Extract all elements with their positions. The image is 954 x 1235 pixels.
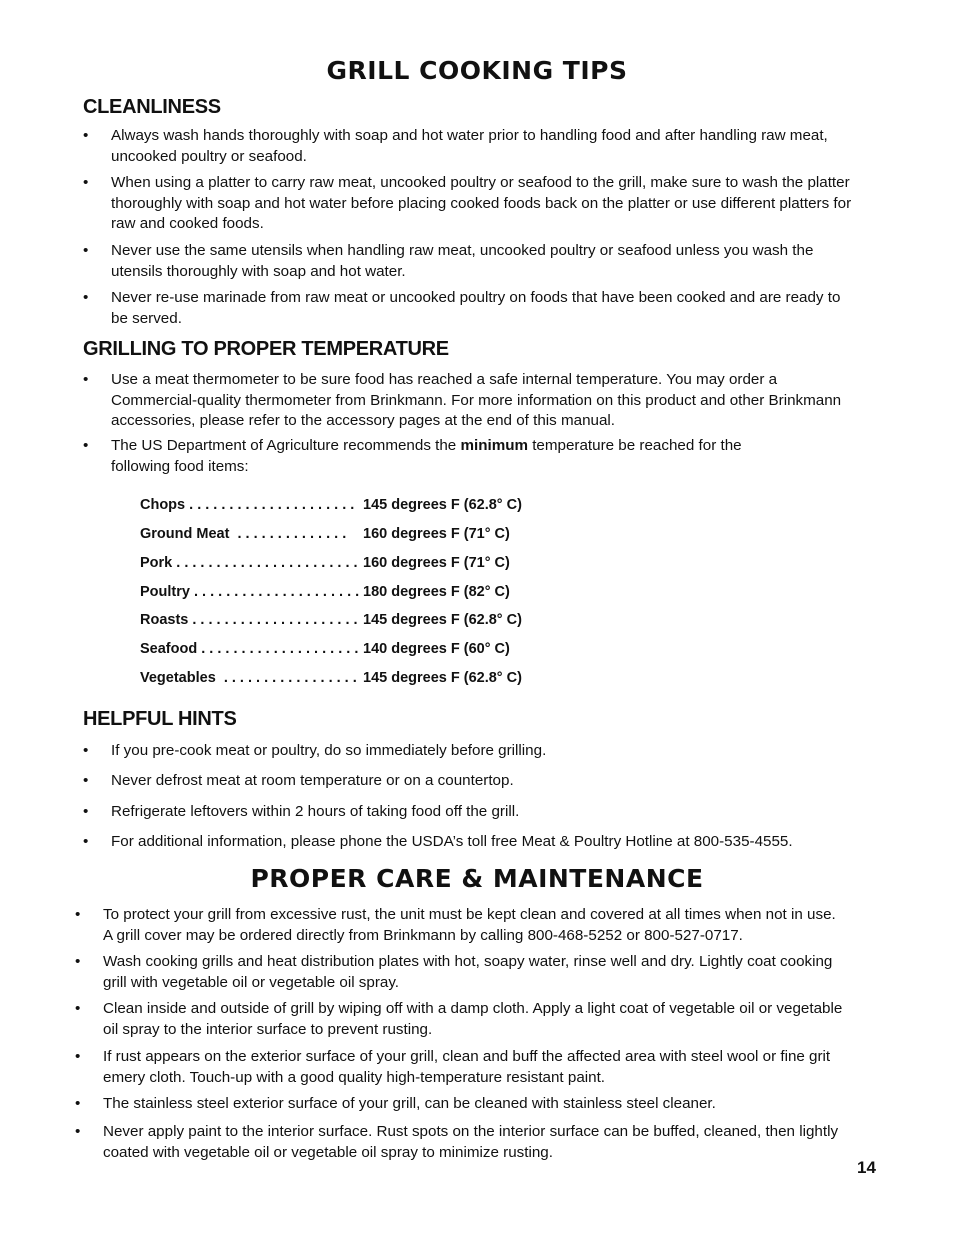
list-item: • Always wash hands thoroughly with soap and hot water prior to handling food and after handling raw meat, uncooked poultry or seafood. <box>83 127 828 165</box>
table-row: Roasts . . . . . . . . . . . . . . . . . . . . . 145 degrees F (62.8° C) <box>140 612 522 628</box>
list-item: • Wash cooking grills and heat distribution plates with hot, soapy water, rinse well and dry. Lightly coat cooking grill with vegetable oil or vegetable oil spray. <box>75 953 833 991</box>
table-row: Pork . . . . . . . . . . . . . . . . . . . . . . . 160 degrees F (71° C) <box>140 555 510 571</box>
list-item: • If rust appears on the exterior surface of your grill, clean and buff the affected area with steel wool or fine grit emery cloth. Touch-up with a good quality high-temperature resistant paint. <box>75 1048 831 1086</box>
list-item: • The US Department of Agriculture recommends the minimum temperature be reached for the following food items: <box>83 437 742 475</box>
bullet-icon: • <box>83 437 89 454</box>
bullet-icon: • <box>75 1123 81 1140</box>
bullet-icon: • <box>83 174 89 191</box>
hints-heading: HELPFUL HINTS <box>83 708 237 730</box>
bullet-icon: • <box>83 371 89 388</box>
temperature-heading: GRILLING TO PROPER TEMPERATURE <box>83 338 449 360</box>
bullet-icon: • <box>83 742 89 759</box>
bullet-icon: • <box>83 242 89 259</box>
list-item: • When using a platter to carry raw meat, uncooked poultry or seafood to the grill, make sure to wash the platter thoroughly with soap and hot water before placing cooked foods back on the platter or use different platters for raw and cooked foods. <box>83 174 852 232</box>
table-row: Seafood . . . . . . . . . . . . . . . . . . . . 140 degrees F (60° C) <box>140 641 510 657</box>
table-row: Chops . . . . . . . . . . . . . . . . . . . . . 145 degrees F (62.8° C) <box>140 497 522 513</box>
page-title: GRILL COOKING TIPS <box>326 56 628 85</box>
table-row: Vegetables . . . . . . . . . . . . . . . . . 145 degrees F (62.8° C) <box>140 670 522 686</box>
bullet-icon: • <box>75 1000 81 1017</box>
list-item: • Clean inside and outside of grill by wiping off with a damp cloth. Apply a light coat of vegetable oil or vegetable oil spray to the interior surface to prevent rusting. <box>75 1000 843 1038</box>
list-item: • The stainless steel exterior surface of your grill, can be cleaned with stainless steel cleaner. <box>103 1094 843 1115</box>
list-item: • Refrigerate leftovers within 2 hours of taking food off the grill. <box>111 802 861 823</box>
cleanliness-heading: CLEANLINESS <box>83 96 221 118</box>
bullet-icon: • <box>75 953 81 970</box>
maintenance-title: PROPER CARE & MAINTENANCE <box>250 864 704 893</box>
bullet-icon: • <box>83 289 89 306</box>
list-item: • Use a meat thermometer to be sure food has reached a safe internal temperature. You may order a Commercial-quality thermometer from Brinkmann. For more information on this product and other Brinkmann accessories, please refer to the accessory pages at the end of this manual. <box>83 371 842 429</box>
bullet-icon: • <box>83 127 89 144</box>
list-item: • Never defrost meat at room temperature or on a countertop. <box>111 771 861 792</box>
table-row: Poultry . . . . . . . . . . . . . . . . . . . . . 180 degrees F (82° C) <box>140 584 510 600</box>
bullet-icon: • <box>75 1095 81 1112</box>
page-number: 14 <box>857 1158 876 1177</box>
list-item: • Never apply paint to the interior surface. Rust spots on the interior surface can be buffed, cleaned, then lightly coated with vegetable oil or vegetable oil spray to minimize rusting. <box>75 1123 839 1161</box>
list-item: • Never re-use marinade from raw meat or uncooked poultry on foods that have been cooked and are ready to be served. <box>83 289 841 327</box>
list-item: • To protect your grill from excessive rust, the unit must be kept clean and covered at all times when not in use. A grill cover may be ordered directly from Brinkmann by calling 800-468-5252 or 800-527-0717. <box>75 906 836 944</box>
list-item: • If you pre-cook meat or poultry, do so immediately before grilling. <box>111 741 861 762</box>
bullet-icon: • <box>75 1048 81 1065</box>
list-item: • Never use the same utensils when handling raw meat, uncooked poultry or seafood unless you wash the utensils thoroughly with soap and hot water. <box>83 242 814 280</box>
bullet-icon: • <box>75 906 81 923</box>
list-item: • For additional information, please phone the USDA’s toll free Meat & Poultry Hotline at 800-535-4555. <box>111 832 861 853</box>
bullet-icon: • <box>83 803 89 820</box>
bullet-icon: • <box>83 833 89 850</box>
bullet-icon: • <box>83 772 89 789</box>
table-row: Ground Meat . . . . . . . . . . . . . . 160 degrees F (71° C) <box>140 526 510 542</box>
